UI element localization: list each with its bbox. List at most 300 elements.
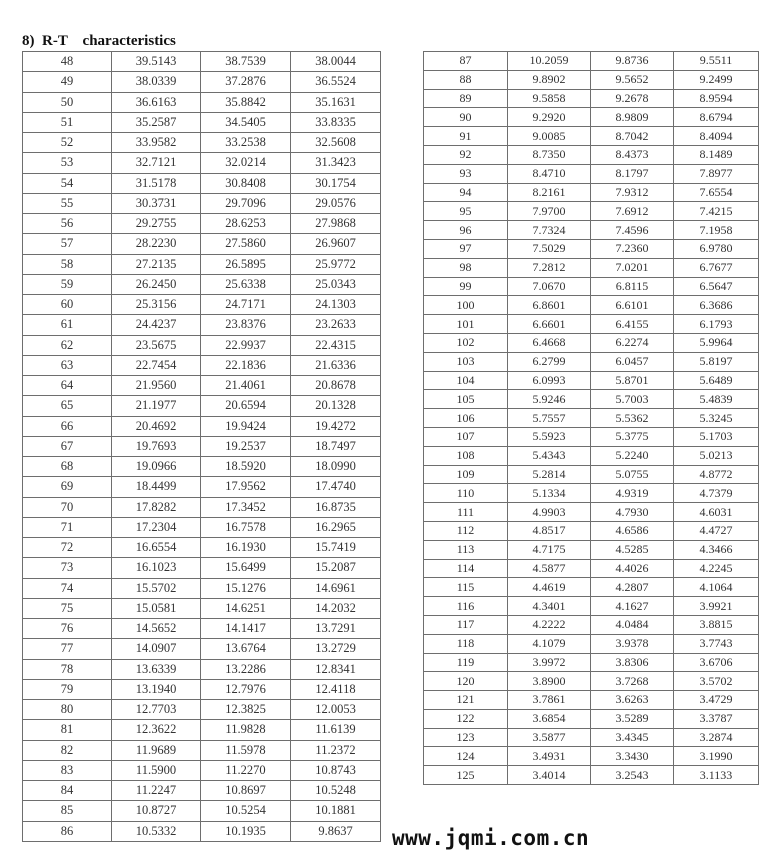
temperature-cell: 61	[23, 315, 112, 335]
resistance-cell: 16.1023	[112, 558, 201, 578]
resistance-cell: 3.6854	[508, 709, 591, 728]
resistance-cell: 6.6101	[591, 296, 674, 315]
temperature-cell: 100	[424, 296, 508, 315]
resistance-cell: 13.6339	[112, 659, 201, 679]
resistance-cell: 7.4596	[591, 221, 674, 240]
resistance-cell: 5.7557	[508, 409, 591, 428]
resistance-cell: 4.2222	[508, 615, 591, 634]
resistance-cell: 4.4026	[591, 559, 674, 578]
resistance-cell: 8.1797	[591, 164, 674, 183]
temperature-cell: 93	[424, 164, 508, 183]
resistance-cell: 5.5362	[591, 409, 674, 428]
table-row	[424, 239, 759, 258]
resistance-cell: 8.4373	[591, 145, 674, 164]
table-row	[424, 540, 759, 559]
table-row	[424, 108, 759, 127]
resistance-cell: 33.8335	[291, 112, 381, 132]
resistance-cell: 20.4692	[112, 416, 201, 436]
temperature-cell: 74	[23, 578, 112, 598]
resistance-cell: 11.5900	[112, 760, 201, 780]
resistance-cell: 8.7350	[508, 145, 591, 164]
temperature-cell: 125	[424, 766, 508, 785]
resistance-cell: 17.3452	[201, 497, 291, 517]
temperature-cell: 82	[23, 740, 112, 760]
table-row	[424, 559, 759, 578]
resistance-cell: 5.3245	[674, 409, 759, 428]
resistance-cell: 3.5289	[591, 709, 674, 728]
resistance-cell: 32.5608	[291, 133, 381, 153]
resistance-cell: 16.8735	[291, 497, 381, 517]
resistance-cell: 4.2807	[591, 578, 674, 597]
resistance-cell: 4.1079	[508, 634, 591, 653]
table-row	[23, 639, 381, 659]
table-row	[424, 183, 759, 202]
table-row	[424, 371, 759, 390]
temperature-cell: 58	[23, 254, 112, 274]
resistance-cell: 6.7677	[674, 258, 759, 277]
table-row	[23, 457, 381, 477]
resistance-cell: 6.6601	[508, 315, 591, 334]
table-row	[23, 274, 381, 294]
table-row	[424, 277, 759, 296]
resistance-cell: 5.1334	[508, 484, 591, 503]
resistance-cell: 9.8902	[508, 70, 591, 89]
resistance-cell: 3.8306	[591, 653, 674, 672]
table-row	[23, 619, 381, 639]
table-row	[23, 396, 381, 416]
resistance-cell: 5.4839	[674, 390, 759, 409]
resistance-cell: 11.6139	[291, 720, 381, 740]
table-row	[23, 598, 381, 618]
resistance-cell: 4.8772	[674, 465, 759, 484]
resistance-cell: 15.5702	[112, 578, 201, 598]
temperature-cell: 114	[424, 559, 508, 578]
resistance-cell: 32.7121	[112, 153, 201, 173]
resistance-cell: 3.9972	[508, 653, 591, 672]
resistance-cell: 15.6499	[201, 558, 291, 578]
resistance-cell: 3.7743	[674, 634, 759, 653]
resistance-cell: 17.9562	[201, 477, 291, 497]
table-row	[23, 295, 381, 315]
resistance-cell: 7.2812	[508, 258, 591, 277]
resistance-cell: 3.4729	[674, 691, 759, 710]
resistance-cell: 35.8842	[201, 92, 291, 112]
resistance-cell: 6.4155	[591, 315, 674, 334]
resistance-cell: 4.1064	[674, 578, 759, 597]
temperature-cell: 64	[23, 376, 112, 396]
resistance-cell: 3.7861	[508, 691, 591, 710]
resistance-cell: 22.4315	[291, 335, 381, 355]
temperature-cell: 70	[23, 497, 112, 517]
temperature-cell: 49	[23, 72, 112, 92]
temperature-cell: 85	[23, 801, 112, 821]
rt-table-right	[423, 51, 759, 785]
temperature-cell: 103	[424, 352, 508, 371]
resistance-cell: 6.3686	[674, 296, 759, 315]
temperature-cell: 76	[23, 619, 112, 639]
resistance-cell: 7.9312	[591, 183, 674, 202]
resistance-cell: 6.2799	[508, 352, 591, 371]
resistance-cell: 19.4272	[291, 416, 381, 436]
resistance-cell: 7.6912	[591, 202, 674, 221]
resistance-cell: 19.7693	[112, 436, 201, 456]
temperature-cell: 77	[23, 639, 112, 659]
resistance-cell: 18.4499	[112, 477, 201, 497]
temperature-cell: 89	[424, 89, 508, 108]
resistance-cell: 12.0053	[291, 700, 381, 720]
temperature-cell: 94	[424, 183, 508, 202]
temperature-cell: 117	[424, 615, 508, 634]
temperature-cell: 75	[23, 598, 112, 618]
resistance-cell: 19.9424	[201, 416, 291, 436]
table-row	[23, 740, 381, 760]
resistance-cell: 7.7324	[508, 221, 591, 240]
resistance-cell: 29.0576	[291, 193, 381, 213]
resistance-cell: 3.6706	[674, 653, 759, 672]
table-row	[23, 781, 381, 801]
resistance-cell: 12.3825	[201, 700, 291, 720]
resistance-cell: 8.2161	[508, 183, 591, 202]
resistance-cell: 5.4343	[508, 446, 591, 465]
resistance-cell: 3.5702	[674, 672, 759, 691]
table-row	[23, 193, 381, 213]
section-heading: 8) R-T characteristics	[22, 33, 176, 49]
resistance-cell: 9.0085	[508, 127, 591, 146]
temperature-cell: 121	[424, 691, 508, 710]
resistance-cell: 3.8815	[674, 615, 759, 634]
table-row	[424, 446, 759, 465]
temperature-cell: 86	[23, 821, 112, 841]
table-row	[23, 558, 381, 578]
temperature-cell: 65	[23, 396, 112, 416]
temperature-cell: 71	[23, 517, 112, 537]
resistance-cell: 13.7291	[291, 619, 381, 639]
table-row	[424, 127, 759, 146]
resistance-cell: 24.7171	[201, 295, 291, 315]
resistance-cell: 6.4668	[508, 333, 591, 352]
resistance-cell: 10.5248	[291, 781, 381, 801]
resistance-cell: 21.1977	[112, 396, 201, 416]
temperature-cell: 122	[424, 709, 508, 728]
resistance-cell: 7.4215	[674, 202, 759, 221]
resistance-cell: 14.1417	[201, 619, 291, 639]
table-row	[424, 766, 759, 785]
table-row	[23, 355, 381, 375]
temperature-cell: 62	[23, 335, 112, 355]
resistance-cell: 9.8637	[291, 821, 381, 841]
temperature-cell: 63	[23, 355, 112, 375]
resistance-cell: 11.2372	[291, 740, 381, 760]
resistance-cell: 14.0907	[112, 639, 201, 659]
temperature-cell: 111	[424, 503, 508, 522]
table-row	[23, 315, 381, 335]
resistance-cell: 17.2304	[112, 517, 201, 537]
temperature-cell: 79	[23, 679, 112, 699]
table-row	[23, 72, 381, 92]
resistance-cell: 33.2538	[201, 133, 291, 153]
resistance-cell: 4.5285	[591, 540, 674, 559]
resistance-cell: 5.1703	[674, 427, 759, 446]
resistance-cell: 9.5858	[508, 89, 591, 108]
resistance-cell: 22.1836	[201, 355, 291, 375]
resistance-cell: 5.9964	[674, 333, 759, 352]
temperature-cell: 51	[23, 112, 112, 132]
table-row	[424, 465, 759, 484]
resistance-cell: 5.7003	[591, 390, 674, 409]
resistance-cell: 14.5652	[112, 619, 201, 639]
resistance-cell: 9.8736	[591, 52, 674, 71]
table-row	[424, 615, 759, 634]
temperature-cell: 73	[23, 558, 112, 578]
table-row	[424, 315, 759, 334]
temperature-cell: 60	[23, 295, 112, 315]
table-row	[424, 484, 759, 503]
resistance-cell: 38.7539	[201, 52, 291, 72]
temperature-cell: 119	[424, 653, 508, 672]
resistance-cell: 13.2286	[201, 659, 291, 679]
resistance-cell: 14.6251	[201, 598, 291, 618]
table-row	[23, 153, 381, 173]
resistance-cell: 27.5860	[201, 234, 291, 254]
temperature-cell: 120	[424, 672, 508, 691]
resistance-cell: 35.1631	[291, 92, 381, 112]
resistance-cell: 6.0457	[591, 352, 674, 371]
table-row	[424, 52, 759, 71]
resistance-cell: 16.2965	[291, 517, 381, 537]
resistance-cell: 18.0990	[291, 457, 381, 477]
temperature-cell: 123	[424, 728, 508, 747]
temperature-cell: 108	[424, 446, 508, 465]
temperature-cell: 83	[23, 760, 112, 780]
table-row	[424, 747, 759, 766]
resistance-cell: 9.5652	[591, 70, 674, 89]
table-row	[23, 538, 381, 558]
resistance-cell: 17.4740	[291, 477, 381, 497]
temperature-cell: 68	[23, 457, 112, 477]
temperature-cell: 112	[424, 521, 508, 540]
resistance-cell: 12.3622	[112, 720, 201, 740]
resistance-cell: 14.6961	[291, 578, 381, 598]
table-row	[424, 164, 759, 183]
table-row	[424, 709, 759, 728]
resistance-cell: 11.2247	[112, 781, 201, 801]
temperature-cell: 84	[23, 781, 112, 801]
resistance-cell: 31.5178	[112, 173, 201, 193]
resistance-cell: 4.8517	[508, 521, 591, 540]
resistance-cell: 4.6031	[674, 503, 759, 522]
temperature-cell: 99	[424, 277, 508, 296]
temperature-cell: 116	[424, 597, 508, 616]
table-row	[23, 173, 381, 193]
temperature-cell: 56	[23, 214, 112, 234]
table-row	[23, 477, 381, 497]
resistance-cell: 6.0993	[508, 371, 591, 390]
temperature-cell: 48	[23, 52, 112, 72]
resistance-cell: 13.1940	[112, 679, 201, 699]
table-row	[23, 517, 381, 537]
table-row	[23, 679, 381, 699]
resistance-cell: 6.2274	[591, 333, 674, 352]
table-row	[424, 427, 759, 446]
resistance-cell: 38.0339	[112, 72, 201, 92]
resistance-cell: 19.2537	[201, 436, 291, 456]
resistance-cell: 6.8115	[591, 277, 674, 296]
temperature-cell: 78	[23, 659, 112, 679]
resistance-cell: 10.8727	[112, 801, 201, 821]
table-row	[23, 416, 381, 436]
rt-table-left	[22, 51, 381, 842]
temperature-cell: 102	[424, 333, 508, 352]
table-row	[424, 597, 759, 616]
table-row	[23, 801, 381, 821]
resistance-cell: 4.4619	[508, 578, 591, 597]
resistance-cell: 5.9246	[508, 390, 591, 409]
table-row	[424, 333, 759, 352]
resistance-cell: 23.2633	[291, 315, 381, 335]
resistance-cell: 36.5524	[291, 72, 381, 92]
resistance-cell: 28.2230	[112, 234, 201, 254]
temperature-cell: 87	[424, 52, 508, 71]
table-row	[23, 52, 381, 72]
resistance-cell: 11.2270	[201, 760, 291, 780]
temperature-cell: 107	[424, 427, 508, 446]
resistance-cell: 5.8701	[591, 371, 674, 390]
temperature-cell: 113	[424, 540, 508, 559]
resistance-cell: 7.1958	[674, 221, 759, 240]
table-row	[23, 720, 381, 740]
resistance-cell: 24.4237	[112, 315, 201, 335]
resistance-cell: 18.7497	[291, 436, 381, 456]
resistance-cell: 4.4727	[674, 521, 759, 540]
resistance-cell: 21.9560	[112, 376, 201, 396]
resistance-cell: 4.7930	[591, 503, 674, 522]
table-row	[424, 728, 759, 747]
resistance-cell: 6.5647	[674, 277, 759, 296]
resistance-cell: 3.1133	[674, 766, 759, 785]
resistance-cell: 11.5978	[201, 740, 291, 760]
resistance-cell: 3.6263	[591, 691, 674, 710]
table-row	[424, 691, 759, 710]
resistance-cell: 15.1276	[201, 578, 291, 598]
table-row	[23, 659, 381, 679]
resistance-cell: 5.6489	[674, 371, 759, 390]
resistance-cell: 9.5511	[674, 52, 759, 71]
table-row	[424, 672, 759, 691]
resistance-cell: 25.9772	[291, 254, 381, 274]
resistance-cell: 4.7379	[674, 484, 759, 503]
resistance-cell: 32.0214	[201, 153, 291, 173]
temperature-cell: 124	[424, 747, 508, 766]
resistance-cell: 3.9378	[591, 634, 674, 653]
resistance-cell: 15.2087	[291, 558, 381, 578]
table-row	[424, 70, 759, 89]
resistance-cell: 24.1303	[291, 295, 381, 315]
resistance-cell: 3.4931	[508, 747, 591, 766]
resistance-cell: 36.6163	[112, 92, 201, 112]
resistance-cell: 27.2135	[112, 254, 201, 274]
resistance-cell: 30.1754	[291, 173, 381, 193]
temperature-cell: 96	[424, 221, 508, 240]
resistance-cell: 4.9903	[508, 503, 591, 522]
resistance-cell: 28.6253	[201, 214, 291, 234]
table-row	[23, 254, 381, 274]
resistance-cell: 11.9828	[201, 720, 291, 740]
resistance-cell: 17.8282	[112, 497, 201, 517]
resistance-cell: 10.8743	[291, 760, 381, 780]
temperature-cell: 81	[23, 720, 112, 740]
resistance-cell: 22.9937	[201, 335, 291, 355]
resistance-cell: 6.8601	[508, 296, 591, 315]
resistance-cell: 6.1793	[674, 315, 759, 334]
resistance-cell: 20.1328	[291, 396, 381, 416]
resistance-cell: 16.6554	[112, 538, 201, 558]
table-row	[23, 92, 381, 112]
table-row	[424, 390, 759, 409]
table-row	[23, 112, 381, 132]
table-row	[424, 503, 759, 522]
resistance-cell: 15.7419	[291, 538, 381, 558]
resistance-cell: 7.9700	[508, 202, 591, 221]
resistance-cell: 4.3466	[674, 540, 759, 559]
resistance-cell: 3.5877	[508, 728, 591, 747]
temperature-cell: 59	[23, 274, 112, 294]
resistance-cell: 27.9868	[291, 214, 381, 234]
resistance-cell: 13.6764	[201, 639, 291, 659]
resistance-cell: 19.0966	[112, 457, 201, 477]
temperature-cell: 80	[23, 700, 112, 720]
temperature-cell: 92	[424, 145, 508, 164]
resistance-cell: 38.0044	[291, 52, 381, 72]
resistance-cell: 31.3423	[291, 153, 381, 173]
temperature-cell: 115	[424, 578, 508, 597]
resistance-cell: 8.9594	[674, 89, 759, 108]
table-row	[424, 89, 759, 108]
resistance-cell: 16.7578	[201, 517, 291, 537]
resistance-cell: 16.1930	[201, 538, 291, 558]
resistance-cell: 3.2874	[674, 728, 759, 747]
table-row	[23, 436, 381, 456]
resistance-cell: 10.5332	[112, 821, 201, 841]
temperature-cell: 72	[23, 538, 112, 558]
resistance-cell: 3.2543	[591, 766, 674, 785]
temperature-cell: 97	[424, 239, 508, 258]
resistance-cell: 8.9809	[591, 108, 674, 127]
temperature-cell: 67	[23, 436, 112, 456]
resistance-cell: 10.1881	[291, 801, 381, 821]
resistance-cell: 10.2059	[508, 52, 591, 71]
resistance-cell: 21.4061	[201, 376, 291, 396]
temperature-cell: 98	[424, 258, 508, 277]
resistance-cell: 23.5675	[112, 335, 201, 355]
resistance-cell: 25.6338	[201, 274, 291, 294]
resistance-cell: 34.5405	[201, 112, 291, 132]
resistance-cell: 10.1935	[201, 821, 291, 841]
table-row	[23, 234, 381, 254]
resistance-cell: 4.9319	[591, 484, 674, 503]
resistance-cell: 3.7268	[591, 672, 674, 691]
resistance-cell: 3.8900	[508, 672, 591, 691]
resistance-cell: 9.2499	[674, 70, 759, 89]
table-row	[23, 214, 381, 234]
resistance-cell: 18.5920	[201, 457, 291, 477]
resistance-cell: 26.5895	[201, 254, 291, 274]
resistance-cell: 7.5029	[508, 239, 591, 258]
resistance-cell: 13.2729	[291, 639, 381, 659]
temperature-cell: 53	[23, 153, 112, 173]
resistance-cell: 7.0201	[591, 258, 674, 277]
temperature-cell: 104	[424, 371, 508, 390]
resistance-cell: 33.9582	[112, 133, 201, 153]
